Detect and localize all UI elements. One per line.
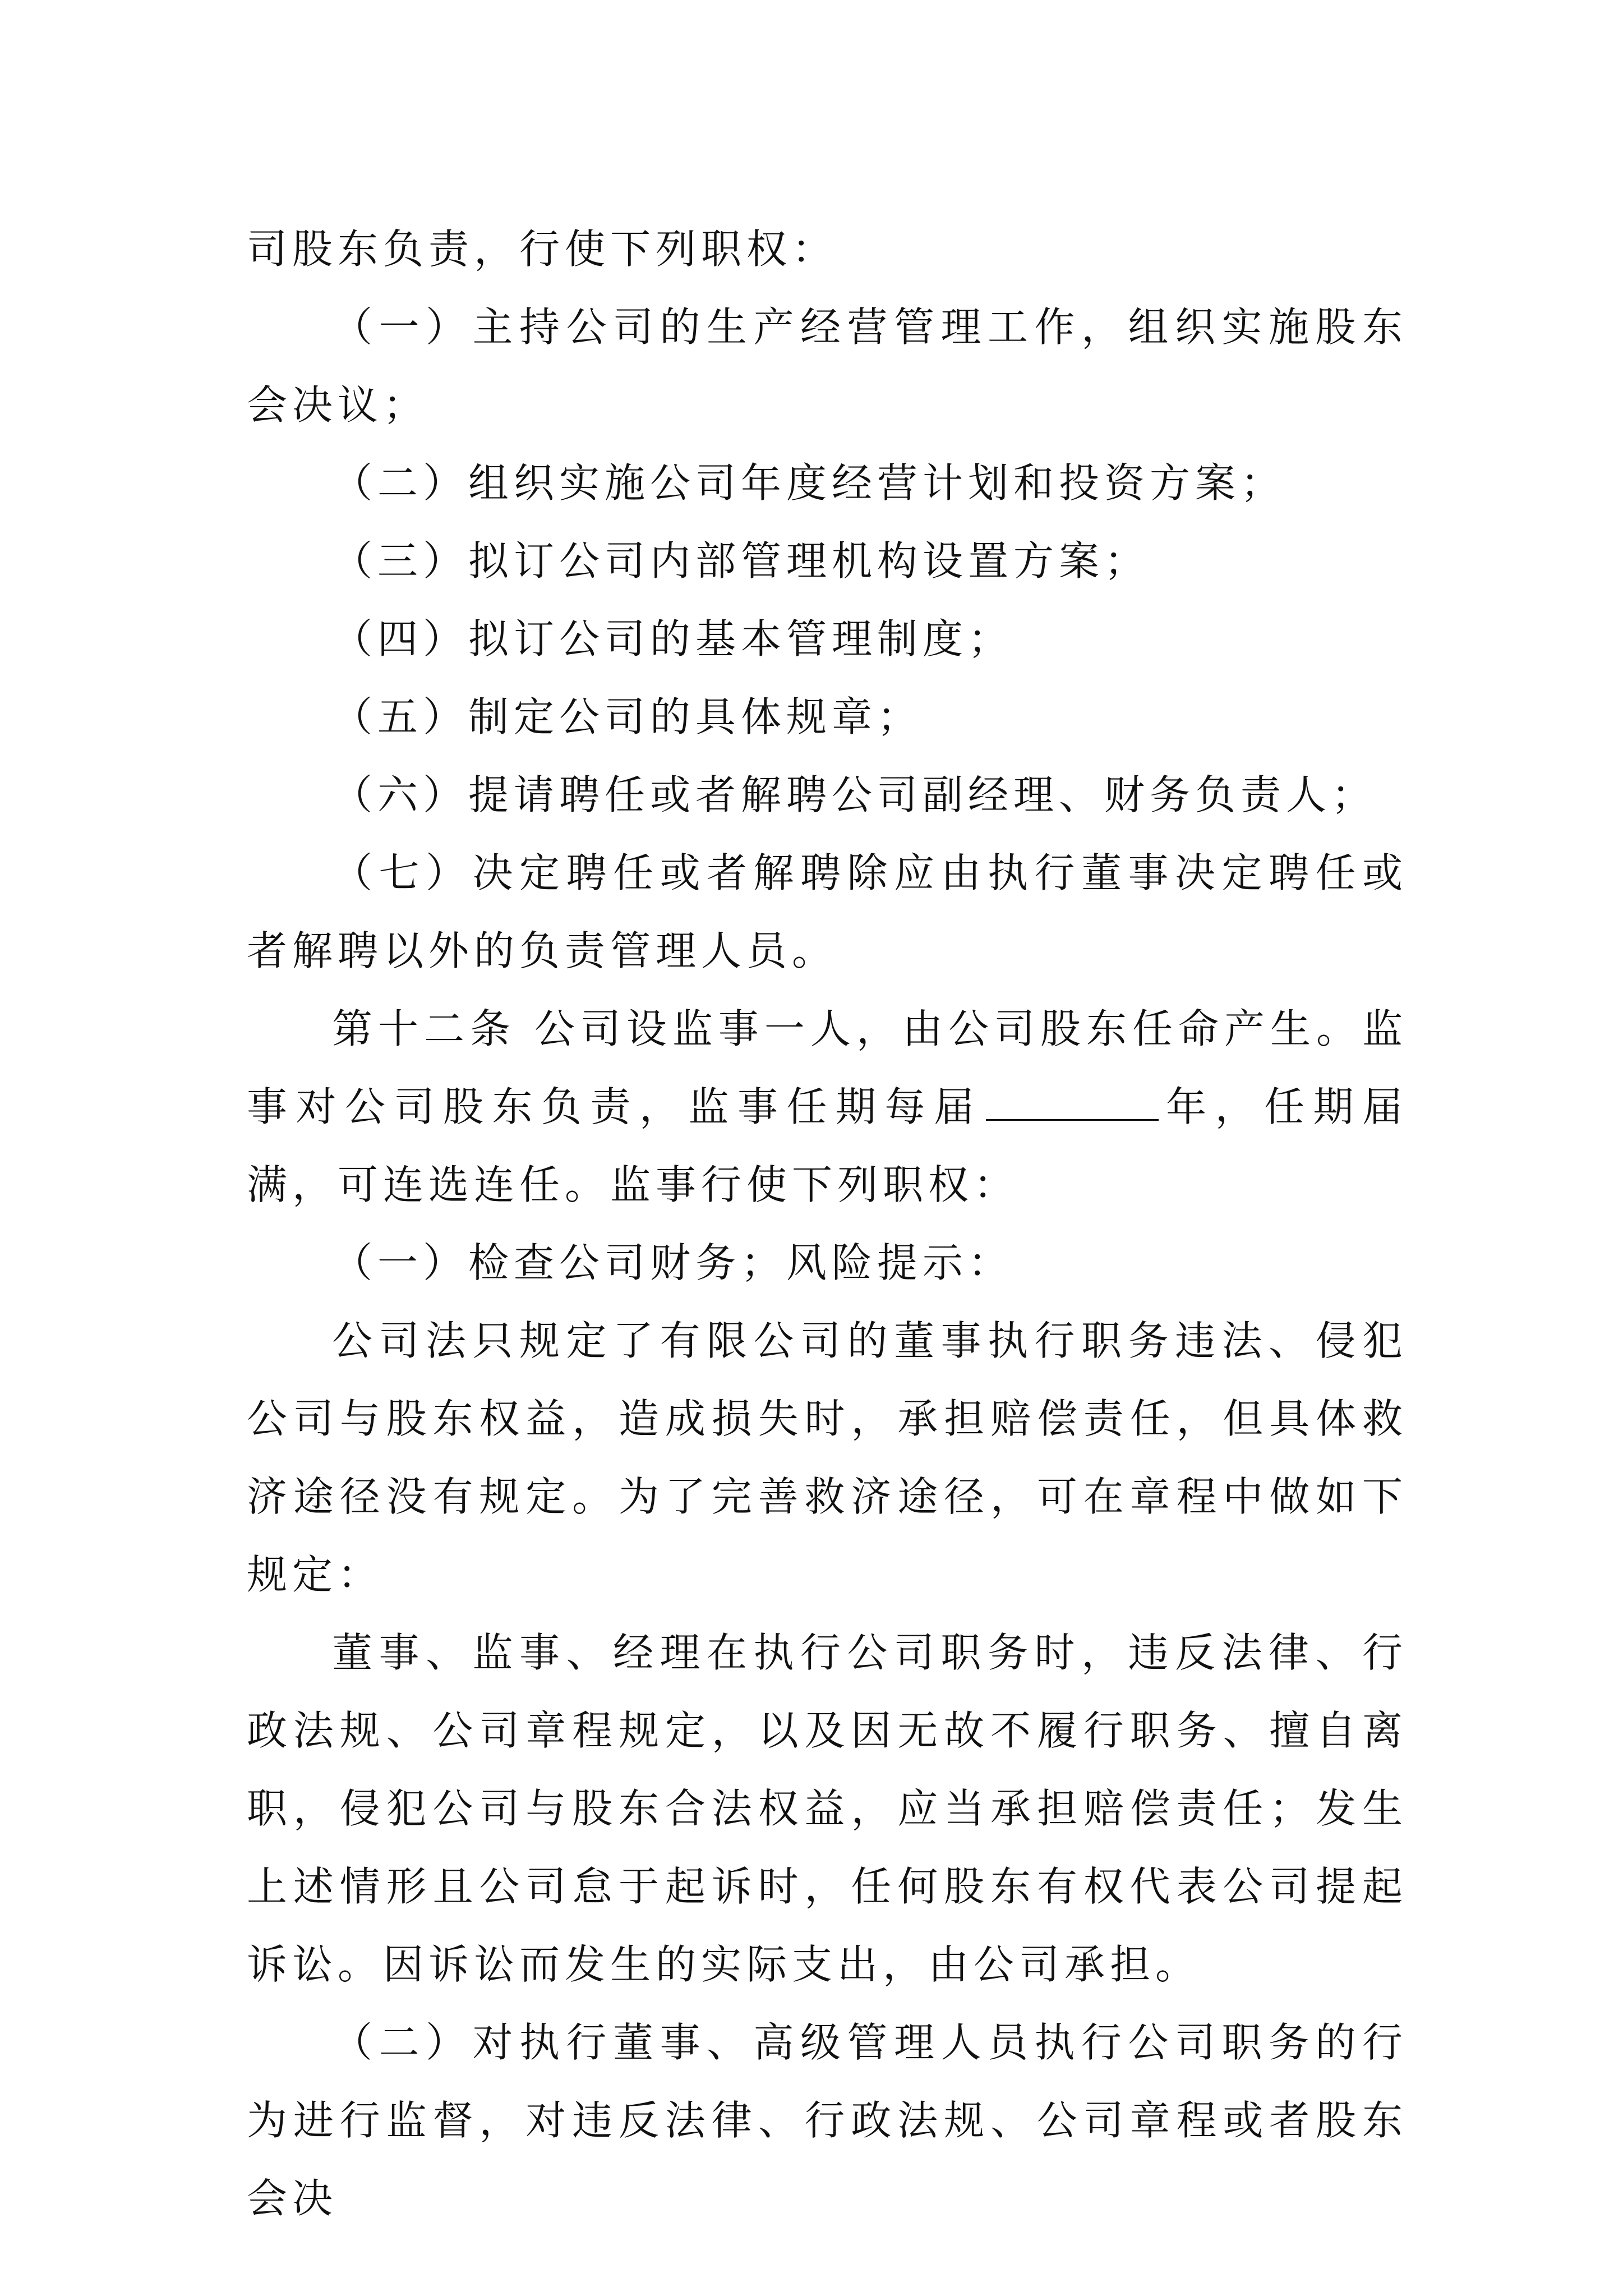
paragraph-supervisor-duty-1: （一）检查公司财务；风险提示： [332, 1239, 1014, 1286]
article-12-text-1: 第十二条 公司设监事一人，由公司股东任命产生。监事对公司股东负责，监事任期每届 [247, 1005, 1408, 1130]
paragraph-supervisor-duty-2: （二）对执行董事、高级管理人员执行公司职务的行为进行监督，对违反法律、行政法规、公司章程或者股东会决 [247, 2019, 1408, 2222]
paragraph-duty-3: （三）拟订公司内部管理机构设置方案； [332, 537, 1150, 585]
article-12-text-2: 年，任期届满，可连选连任。监事行使下列职权： [247, 1083, 1408, 1208]
paragraph-duty-5: （五）制定公司的具体规章； [332, 693, 923, 740]
paragraph-risk-note: 公司法只规定了有限公司的董事执行职务违法、侵犯公司与股东权益，造成损失时，承担赔偿责任，但具体救济途径没有规定。为了完善救济途径，可在章程中做如下规定： [247, 1317, 1408, 1598]
paragraph-continuation: 司股东负责，行使下列职权： [247, 226, 838, 273]
paragraph-article-12 [247, 990, 1408, 1224]
paragraph-liability-clause: 董事、监事、经理在执行公司职务时，违反法律、行政法规、公司章程规定，以及因无故不履行职务、擅自离职，侵犯公司与股东合法权益，应当承担赔偿责任；发生上述情形且公司怠于起诉时，任何股东有权代表公司提起诉讼。因诉讼而发生的实际支出，由公司承担。 [247, 1629, 1408, 1988]
paragraph-duty-4: （四）拟订公司的基本管理制度； [332, 615, 1014, 662]
paragraph-duty-2: （二）组织实施公司年度经营计划和投资方案； [332, 459, 1287, 507]
paragraph-duty-1: （一）主持公司的生产经营管理工作，组织实施股东会决议； [247, 303, 1408, 429]
document-body [247, 210, 1408, 2238]
term-years-blank [986, 1087, 1159, 1121]
paragraph-duty-7: （七）决定聘任或者解聘除应由执行董事决定聘任或者解聘以外的负责管理人员。 [247, 849, 1408, 974]
paragraph-duty-6: （六）提请聘任或者解聘公司副经理、财务负责人； [332, 771, 1377, 818]
